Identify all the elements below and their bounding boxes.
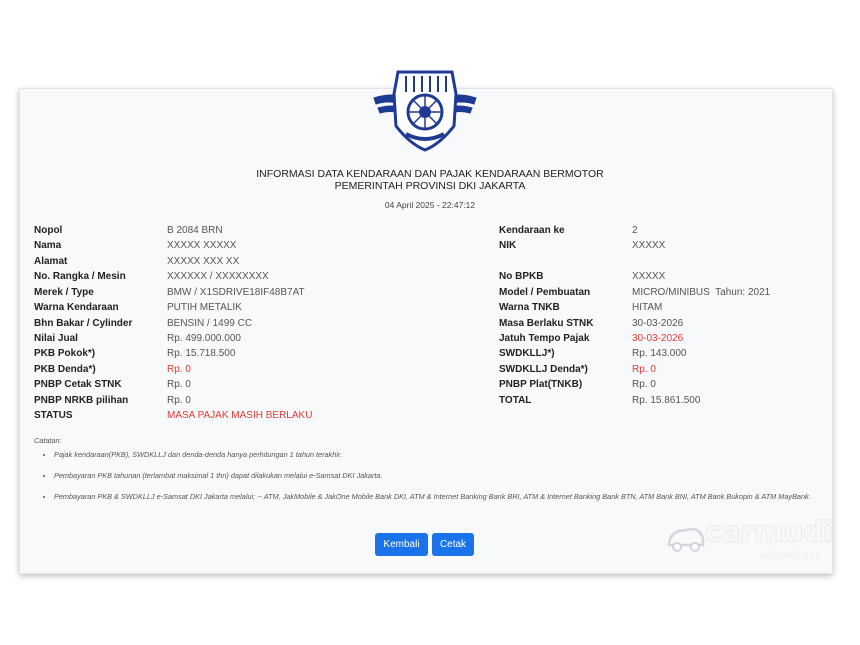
label-nik: NIK [499, 240, 517, 251]
polri-emblem-icon [372, 64, 478, 156]
label-pkb-denda: PKB Denda*) [34, 364, 96, 375]
value-pnbp-cetak-stnk: Rp. 0 [167, 379, 191, 390]
notes-list [34, 447, 824, 504]
car-icon [665, 519, 705, 555]
value-total: Rp. 15.861.500 [632, 395, 701, 406]
page-title: INFORMASI DATA KENDARAAN DAN PAJAK KENDARAAN BERMOTOR [256, 168, 604, 180]
label-total: TOTAL [499, 395, 532, 406]
label-status: STATUS [34, 410, 73, 421]
back-button[interactable]: Kembali [375, 533, 428, 556]
label-nopol: Nopol [34, 225, 63, 236]
value-merek-type: BMW / X1SDRIVE18IF48B7AT [167, 287, 305, 298]
value-nama: XXXXX XXXXX [167, 240, 237, 251]
note-item: • Pajak kendaraan(PKB), SWDKLLJ dan denda-denda hanya perhitungan 1 tahun terakhir. [54, 447, 824, 462]
label-model-pembuatan: Model / Pembuatan [499, 287, 591, 298]
value-swdkllj-denda: Rp. 0 [632, 364, 656, 375]
label-jatuh-tempo: Jatuh Tempo Pajak [499, 333, 590, 344]
notes-heading: Catatan: [34, 436, 62, 445]
status-badge: MASA PAJAK MASIH BERLAKU [167, 410, 313, 421]
value-warna-kendaraan: PUTIH METALIK [167, 302, 242, 313]
label-pnbp-nrkb: PNBP NRKB pilihan [34, 395, 129, 406]
notes-section [34, 436, 824, 510]
value-kendaraan-ke: 2 [632, 225, 638, 236]
label-masa-berlaku-stnk: Masa Berlaku STNK [499, 318, 594, 329]
value-swdkllj: Rp. 143.000 [632, 348, 687, 359]
watermark-brand: carmudi [705, 515, 834, 548]
value-pnbp-nrkb: Rp. 0 [167, 395, 191, 406]
value-warna-tnkb: HITAM [632, 302, 663, 313]
label-pkb-pokok: PKB Pokok*) [34, 348, 96, 359]
value-model-pembuatan: MICRO/MINIBUS Tahun: 2021 [632, 287, 771, 298]
watermark-sub: INDONESIA [760, 551, 823, 560]
value-no-bpkb: XXXXX [632, 271, 666, 282]
note-item: • Pembayaran PKB tahunan (terlambat maksimal 1 thn) dapat dilakukan melalui e-Samsat DKI Jakarta. [54, 468, 824, 483]
label-no-bpkb: No BPKB [499, 271, 544, 282]
label-pnbp-cetak-stnk: PNBP Cetak STNK [34, 379, 122, 390]
note-item: • Pembayaran PKB & SWDKLLJ e-Samsat DKI Jakarta melalui; -- ATM, JakMobile & JakOne Mobile Bank DKI, ATM & Internet Banking Bank BRI, ATM & Internet Banking Bank BTN, ATM Bank BNI, ATM Bank Bukopin & ATM MayBank. [54, 489, 824, 504]
value-pkb-denda: Rp. 0 [167, 364, 191, 375]
label-nilai-jual: Nilai Jual [34, 333, 78, 344]
value-alamat: XXXXX XXX XX [167, 256, 240, 267]
value-nopol: B 2084 BRN [167, 225, 223, 236]
label-swdkllj-denda: SWDKLLJ Denda*) [499, 364, 588, 375]
value-pkb-pokok: Rp. 15.718.500 [167, 348, 236, 359]
value-bahan-bakar: BENSIN / 1499 CC [167, 318, 253, 329]
label-swdkllj: SWDKLLJ*) [499, 348, 555, 359]
value-nik: XXXXX [632, 240, 666, 251]
label-warna-tnkb: Warna TNKB [499, 302, 560, 313]
label-rangka-mesin: No. Rangka / Mesin [34, 271, 126, 282]
label-kendaraan-ke: Kendaraan ke [499, 225, 565, 236]
timestamp: 04 April 2025 - 22:47:12 [384, 200, 476, 210]
print-button[interactable]: Cetak [432, 533, 474, 556]
value-pnbp-plat: Rp. 0 [632, 379, 656, 390]
label-bahan-bakar: Bhn Bakar / Cylinder [34, 318, 133, 329]
label-alamat: Alamat [34, 256, 68, 267]
label-pnbp-plat: PNBP Plat(TNKB) [499, 379, 583, 390]
value-masa-berlaku-stnk: 30-03-2026 [632, 318, 684, 329]
label-warna-kendaraan: Warna Kendaraan [34, 302, 119, 313]
value-nilai-jual: Rp. 499.000.000 [167, 333, 241, 344]
page-subtitle: PEMERINTAH PROVINSI DKI JAKARTA [334, 180, 526, 192]
label-nama: Nama [34, 240, 62, 251]
value-rangka-mesin: XXXXXX / XXXXXXXX [167, 271, 269, 282]
label-merek-type: Merek / Type [34, 287, 94, 298]
value-jatuh-tempo: 30-03-2026 [632, 333, 684, 344]
carmudi-watermark [665, 513, 845, 563]
